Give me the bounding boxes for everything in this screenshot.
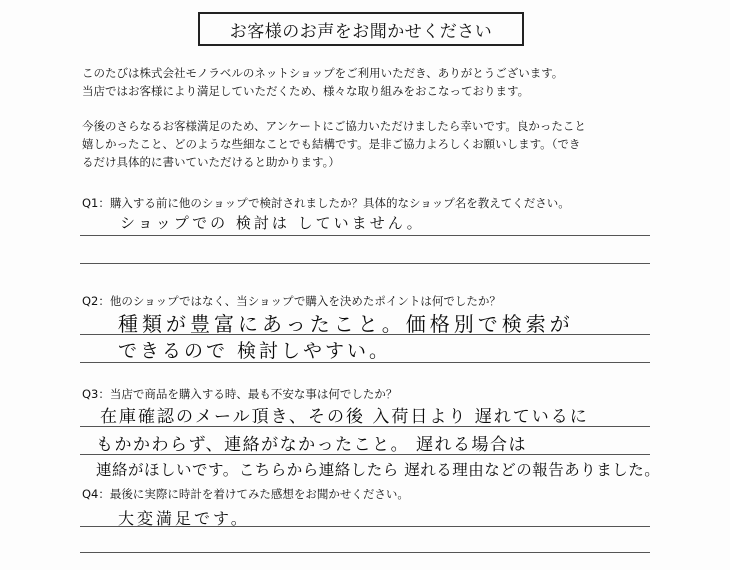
answer-line	[80, 454, 650, 455]
intro-line: 当店ではお客様により満足していただくため、様々な取り組みをおこなっております。	[82, 84, 530, 98]
intro-line: 嬉しかったこと、どのような些細なことでも結構です。是非ご協力よろしくお願いします。（でき	[82, 137, 581, 151]
answer-1-handwritten: ショップでの 検討は していません。	[120, 214, 425, 232]
intro-line: 今後のさらなるお客様満足のため、アンケートにご協力いただけましたら幸いです。良かったこと	[82, 119, 586, 133]
answer-line	[80, 263, 650, 264]
answer-3-handwritten-line-3: 連絡がほしいです。こちらから連絡したら 遅れる理由などの報告ありました。	[96, 461, 661, 479]
answer-line	[80, 526, 650, 527]
question-2-label: Q2：他のショップではなく、当ショップで購入を決めたポイントは何でしたか？	[82, 294, 501, 308]
answer-2-handwritten-line-2: できるので 検討しやすい。	[118, 340, 392, 362]
answer-2-handwritten-line-1: 種類が豊富にあったこと。価格別で検索が	[118, 312, 574, 336]
survey-title: お客様のお声をお聞かせください	[198, 12, 524, 46]
answer-line	[80, 552, 650, 553]
intro-line: るだけ具体的に書いていただけると助かります。）	[82, 155, 340, 169]
answer-line	[80, 426, 650, 427]
answer-line	[80, 235, 650, 236]
answer-3-handwritten-line-1: 在庫確認のメール頂き、その後 入荷日より 遅れているに	[100, 407, 589, 427]
question-4-label: Q4：最後に実際に時計を着けてみた感想をお聞かせください。	[82, 487, 409, 501]
intro-line: このたびは株式会社モノラベルのネットショップをご利用いただき、ありがとうございます。	[82, 66, 564, 80]
intro-paragraph-1	[82, 64, 563, 100]
answer-line	[80, 362, 650, 363]
intro-paragraph-2	[82, 117, 586, 171]
question-1-label: Q1：購入する前に他のショップで検討されましたか？具体的なショップ名を教えてください。	[82, 196, 570, 210]
answer-3-handwritten-line-2: もかかわらず、連絡がなかったこと。 遅れる場合は	[96, 435, 528, 455]
answer-line	[80, 334, 650, 335]
question-3-label: Q3：当店で商品を購入する時、最も不安な事は何でしたか？	[82, 387, 398, 401]
answer-4-handwritten: 大変満足です。	[118, 509, 250, 528]
